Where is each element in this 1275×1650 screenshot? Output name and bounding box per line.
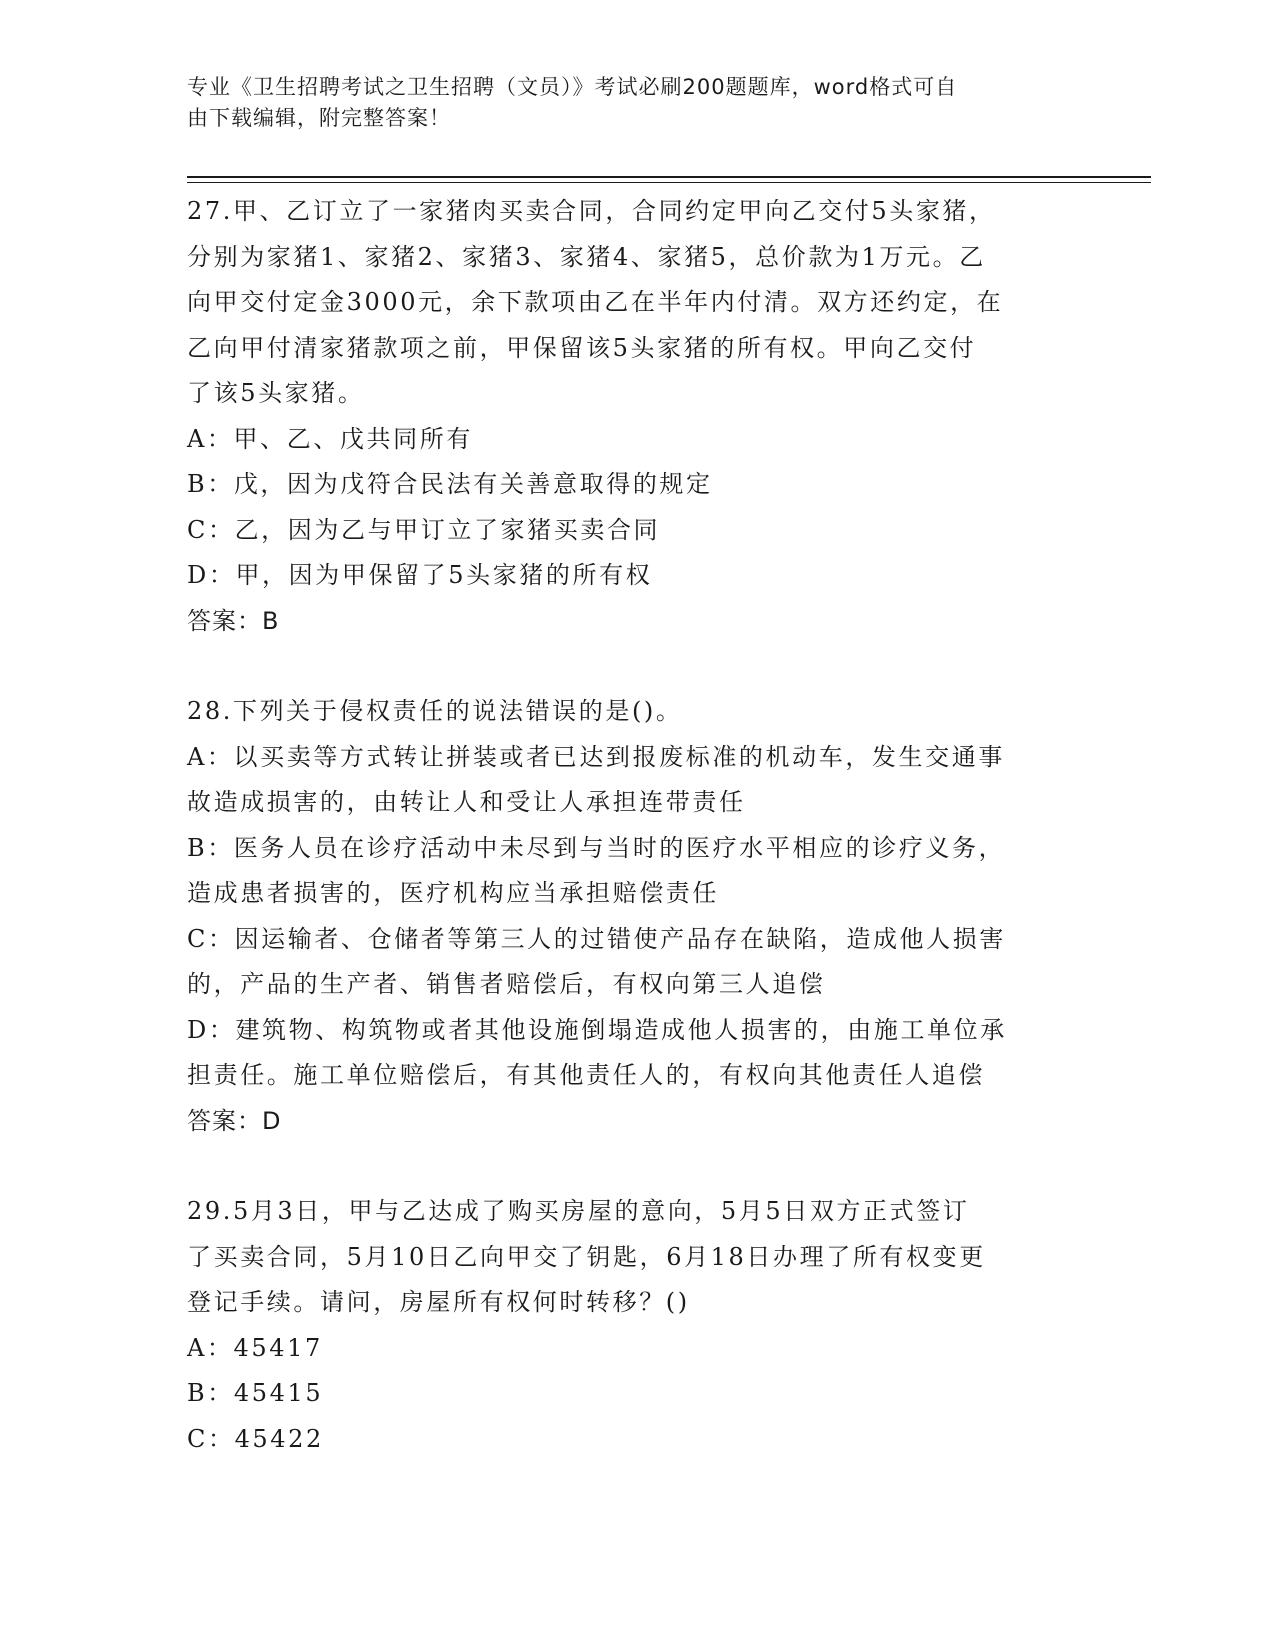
question-29 <box>187 1189 1087 1462</box>
option-d: D：甲，因为甲保留了5头家猪的所有权 <box>187 561 653 589</box>
option-c: C：乙，因为乙与甲订立了家猪买卖合同 <box>187 515 661 544</box>
answer-line: 答案：D <box>187 1106 282 1135</box>
option-b: B：戊，因为戊符合民法有关善意取得的规定 <box>187 470 713 498</box>
header-line: 专业《卫生招聘考试之卫生招聘（文员）》考试必刷200题题库，word格式可自 <box>187 75 958 99</box>
option-c: C：45422 <box>187 1424 324 1453</box>
header-line: 由下载编辑，附完整答案！ <box>187 106 451 130</box>
question-stem-line: 了该5头家猪。 <box>187 379 365 407</box>
option-a: A：45417 <box>187 1333 323 1362</box>
header-divider-thick <box>187 176 1151 178</box>
option-a-continued: 故造成损害的，由转让人和受让人承担连带责任 <box>187 788 746 816</box>
question-stem-line: 27.甲、乙订立了一家猪肉买卖合同，合同约定甲向乙交付5头家猪， <box>187 197 996 225</box>
option-d-continued: 担责任。施工单位赔偿后，有其他责任人的，有权向其他责任人追偿 <box>187 1061 985 1089</box>
option-a: A：以买卖等方式转让拼装或者已达到报废标准的机动车，发生交通事 <box>187 742 1005 771</box>
question-stem-line: 28.下列关于侵权责任的说法错误的是()。 <box>187 697 683 725</box>
header-divider-thin <box>187 182 1151 183</box>
answer-line: 答案：B <box>187 606 280 635</box>
question-27 <box>187 189 1087 644</box>
option-d: D：建筑物、构筑物或者其他设施倒塌造成他人损害的，由施工单位承 <box>187 1015 1007 1044</box>
option-c-continued: 的，产品的生产者、销售者赔偿后，有权向第三人追偿 <box>187 970 826 998</box>
document-header <box>187 72 1067 134</box>
option-b: B：医务人员在诊疗活动中未尽到与当时的医疗水平相应的诊疗义务， <box>187 833 1006 862</box>
option-c: C：因运输者、仓储者等第三人的过错使产品存在缺陷，造成他人损害 <box>187 924 1006 953</box>
question-stem-line: 向甲交付定金3000元，余下款项由乙在半年内付清。双方还约定，在 <box>187 288 1004 316</box>
option-b: B：45415 <box>187 1379 324 1407</box>
question-28 <box>187 689 1087 1144</box>
question-stem-line: 乙向甲付清家猪款项之前，甲保留该5头家猪的所有权。甲向乙交付 <box>187 333 977 362</box>
question-list <box>187 189 1087 1507</box>
option-a: A：甲、乙、戊共同所有 <box>187 424 473 453</box>
question-stem-line: 了买卖合同，5月10日乙向甲交了钥匙，6月18日办理了所有权变更 <box>187 1242 986 1271</box>
question-stem-line: 登记手续。请问，房屋所有权何时转移？() <box>187 1288 690 1316</box>
question-stem-line: 分别为家猪1、家猪2、家猪3、家猪4、家猪5，总价款为1万元。乙 <box>187 242 986 271</box>
question-stem-line: 29.5月3日，甲与乙达成了购买房屋的意向，5月5日双方正式签订 <box>187 1197 970 1225</box>
option-b-continued: 造成患者损害的，医疗机构应当承担赔偿责任 <box>187 879 719 907</box>
